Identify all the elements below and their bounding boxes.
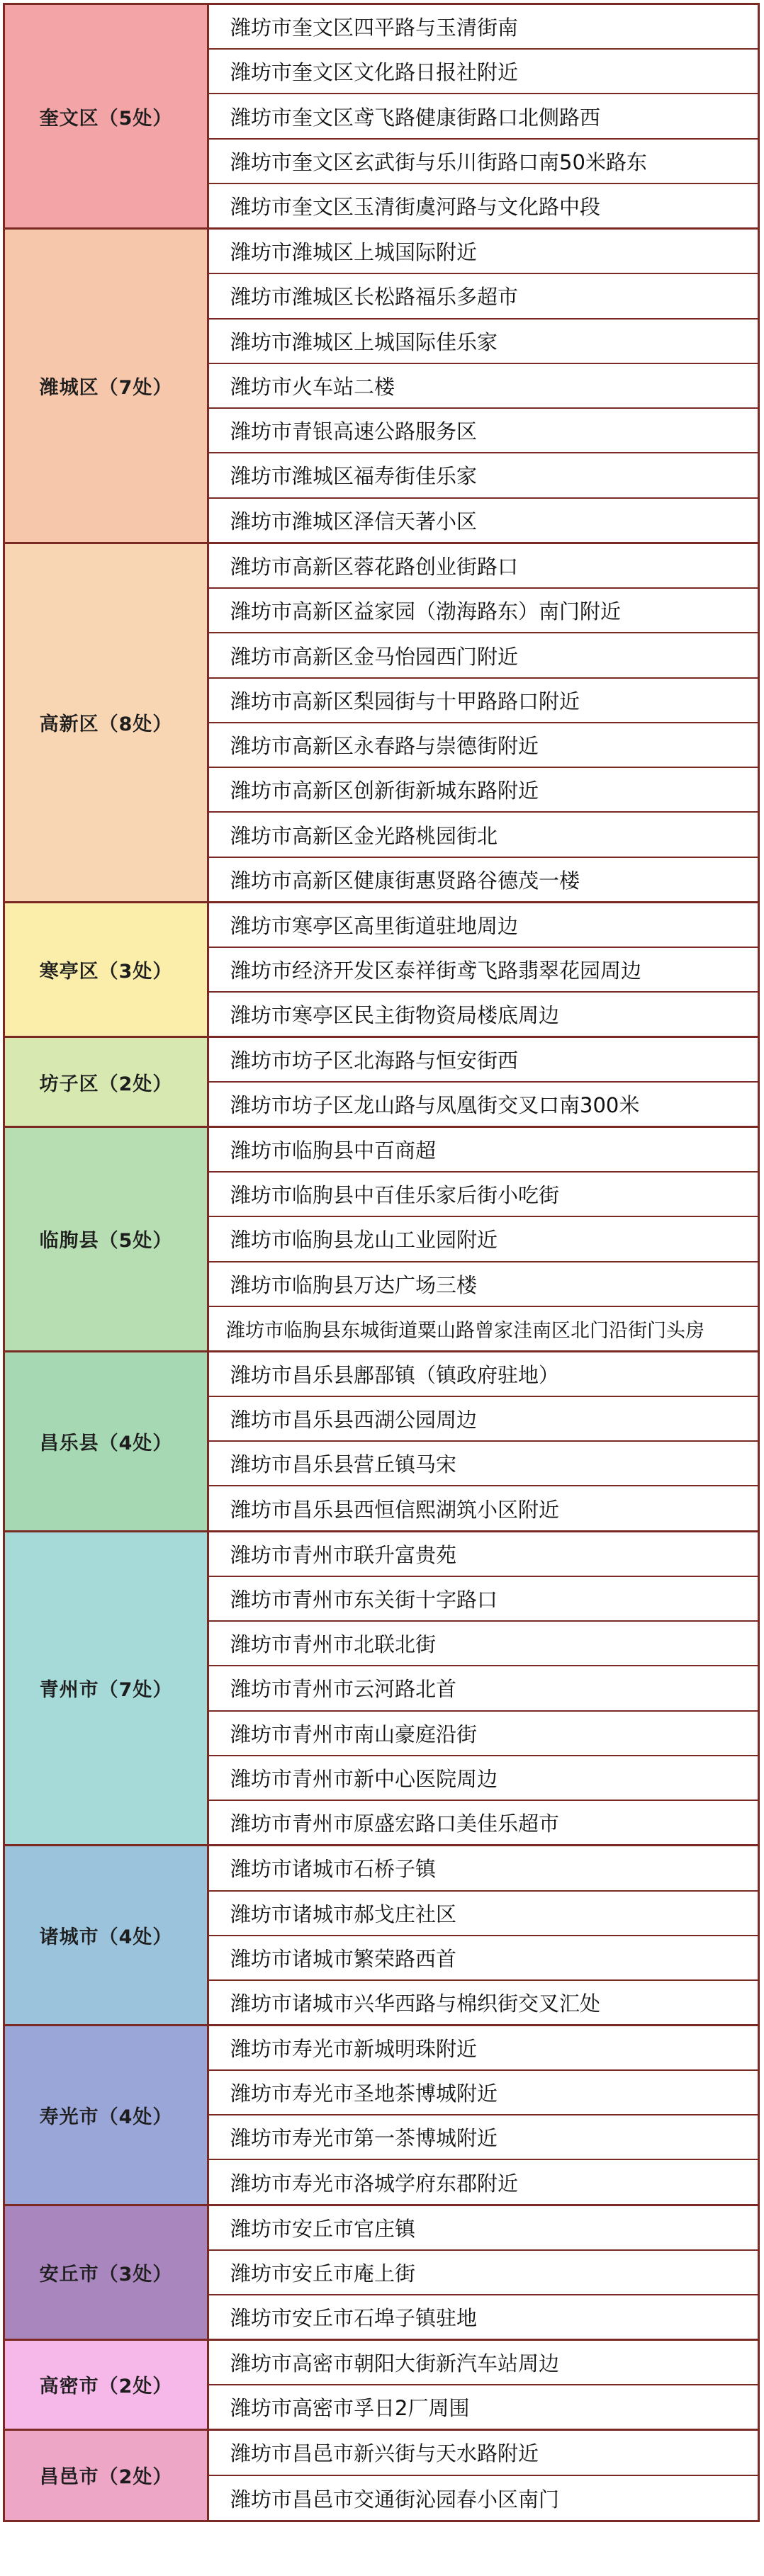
location-item: 潍坊市青州市原盛宏路口美佳乐超市 — [230, 1812, 560, 1836]
location-item: 潍坊市高新区健康街惠贤路谷德茂一楼 — [230, 868, 580, 893]
district-group — [5, 2341, 758, 2431]
location-item: 潍坊市寿光市第一茶博城附近 — [209, 2115, 758, 2160]
district-label: 青州市（7处） — [5, 1532, 209, 1845]
district-label: 昌邑市（2处） — [5, 2431, 209, 2521]
location-item: 潍坊市潍城区长松路福乐多超市 — [209, 274, 758, 319]
location-list — [209, 1532, 758, 1845]
location-item: 潍坊市寿光市新城明珠附近 — [209, 2026, 758, 2071]
district-group — [5, 2206, 758, 2341]
location-item: 潍坊市奎文区鸢飞路健康街路口北侧路西 — [209, 94, 758, 139]
location-item: 潍坊市昌邑市交通街沁园春小区南门 — [230, 2487, 560, 2512]
location-item: 潍坊市昌乐县鄌郚镇（镇政府驻地） — [209, 1352, 758, 1397]
location-list — [209, 1846, 758, 2024]
location-item: 潍坊市高新区益家园（渤海路东）南门附近 — [209, 589, 758, 633]
district-group — [5, 1846, 758, 2026]
location-list — [209, 2431, 758, 2521]
district-group — [5, 230, 758, 544]
location-item: 潍坊市坊子区龙山路与凤凰街交叉口南300米 — [230, 1093, 640, 1118]
district-label: 奎文区（5处） — [5, 5, 209, 227]
location-list — [209, 544, 758, 901]
location-table — [3, 3, 760, 2522]
location-item: 潍坊市临朐县龙山工业园附近 — [209, 1217, 758, 1262]
location-item: 潍坊市昌邑市新兴街与天水路附近 — [209, 2431, 758, 2476]
location-item: 潍坊市临朐县中百佳乐家后街小吃街 — [209, 1173, 758, 1217]
location-item: 潍坊市青州市联升富贵苑 — [209, 1532, 758, 1577]
district-label: 临朐县（5处） — [5, 1128, 209, 1350]
location-item: 潍坊市青州市东关街十字路口 — [209, 1577, 758, 1622]
location-item: 潍坊市青州市北联北街 — [209, 1622, 758, 1666]
location-item: 潍坊市昌乐县西湖公园周边 — [209, 1397, 758, 1442]
district-group — [5, 903, 758, 1038]
location-item: 潍坊市潍城区上城国际佳乐家 — [209, 320, 758, 364]
location-list — [209, 903, 758, 1036]
location-item: 潍坊市青银高速公路服务区 — [209, 409, 758, 453]
district-label: 高密市（2处） — [5, 2341, 209, 2429]
location-item: 潍坊市高新区金马怡园西门附近 — [209, 633, 758, 678]
location-item: 潍坊市安丘市石埠子镇驻地 — [230, 2305, 478, 2330]
location-item: 潍坊市高新区梨园街与十甲路路口附近 — [209, 679, 758, 723]
district-group — [5, 5, 758, 230]
location-item: 潍坊市高新区创新街新城东路附近 — [209, 768, 758, 813]
location-item: 潍坊市青州市南山豪庭沿街 — [209, 1712, 758, 1756]
location-list — [209, 2206, 758, 2339]
location-item: 潍坊市青州市新中心医院周边 — [209, 1756, 758, 1801]
district-label: 潍城区（7处） — [5, 230, 209, 542]
location-list — [209, 1352, 758, 1530]
location-item: 潍坊市坊子区北海路与恒安街西 — [209, 1038, 758, 1083]
district-group — [5, 544, 758, 903]
district-label: 高新区（8处） — [5, 544, 209, 901]
location-item: 潍坊市诸城市兴华西路与棉织街交叉汇处 — [230, 1991, 601, 2016]
location-list — [209, 5, 758, 227]
district-label: 安丘市（3处） — [5, 2206, 209, 2339]
location-item: 潍坊市经济开发区泰祥街鸢飞路翡翠花园周边 — [209, 948, 758, 993]
location-list — [209, 2341, 758, 2429]
location-item: 潍坊市高新区金光路桃园街北 — [209, 813, 758, 857]
district-group — [5, 1128, 758, 1352]
location-item: 潍坊市诸城市石桥子镇 — [209, 1846, 758, 1891]
district-label: 寒亭区（3处） — [5, 903, 209, 1036]
location-item: 潍坊市寿光市圣地茶博城附近 — [209, 2071, 758, 2115]
location-item: 潍坊市高新区蓉花路创业街路口 — [209, 544, 758, 589]
location-item: 潍坊市奎文区玄武街与乐川街路口南50米路东 — [209, 140, 758, 184]
district-label: 诸城市（4处） — [5, 1846, 209, 2024]
district-group — [5, 1532, 758, 1847]
district-group — [5, 1352, 758, 1532]
location-item: 潍坊市奎文区文化路日报社附近 — [209, 50, 758, 94]
district-label: 坊子区（2处） — [5, 1038, 209, 1126]
district-group — [5, 1038, 758, 1128]
district-group — [5, 2431, 758, 2521]
location-item: 潍坊市潍城区上城国际附近 — [209, 230, 758, 274]
location-item: 潍坊市奎文区四平路与玉清街南 — [209, 5, 758, 50]
location-item: 潍坊市潍城区福寿街佳乐家 — [209, 453, 758, 498]
location-list — [209, 1128, 758, 1350]
location-item: 潍坊市安丘市庵上街 — [209, 2251, 758, 2295]
location-item: 潍坊市火车站二楼 — [209, 364, 758, 409]
location-list — [209, 1038, 758, 1126]
location-item: 潍坊市昌乐县营丘镇马宋 — [209, 1442, 758, 1486]
district-label: 昌乐县（4处） — [5, 1352, 209, 1530]
location-item: 潍坊市诸城市繁荣路西首 — [209, 1936, 758, 1981]
location-item: 潍坊市潍城区泽信天著小区 — [230, 509, 478, 533]
district-label: 寿光市（4处） — [5, 2026, 209, 2204]
location-item: 潍坊市寒亭区高里街道驻地周边 — [209, 903, 758, 948]
location-item: 潍坊市寿光市洛城学府东郡附近 — [230, 2171, 519, 2196]
location-item: 潍坊市寒亭区民主街物资局楼底周边 — [230, 1003, 560, 1028]
location-list — [209, 2026, 758, 2204]
location-item: 潍坊市高新区永春路与崇德街附近 — [209, 723, 758, 768]
location-item: 潍坊市诸城市郝戈庄社区 — [209, 1892, 758, 1936]
location-item: 潍坊市临朐县万达广场三楼 — [209, 1262, 758, 1307]
location-item: 潍坊市安丘市官庄镇 — [209, 2206, 758, 2251]
location-item: 潍坊市青州市云河路北首 — [209, 1666, 758, 1711]
location-item: 潍坊市高密市朝阳大街新汽车站周边 — [209, 2341, 758, 2385]
location-item: 潍坊市临朐县东城街道粟山路曾家洼南区北门沿街门头房 — [226, 1319, 704, 1342]
location-item: 潍坊市昌乐县西恒信熙湖筑小区附近 — [230, 1497, 560, 1522]
location-item: 潍坊市高密市孚日2厂周围 — [230, 2395, 470, 2420]
location-item: 潍坊市奎文区玉清街虞河路与文化路中段 — [230, 194, 601, 219]
district-group — [5, 2026, 758, 2206]
location-list — [209, 230, 758, 542]
location-item: 潍坊市临朐县中百商超 — [209, 1128, 758, 1173]
